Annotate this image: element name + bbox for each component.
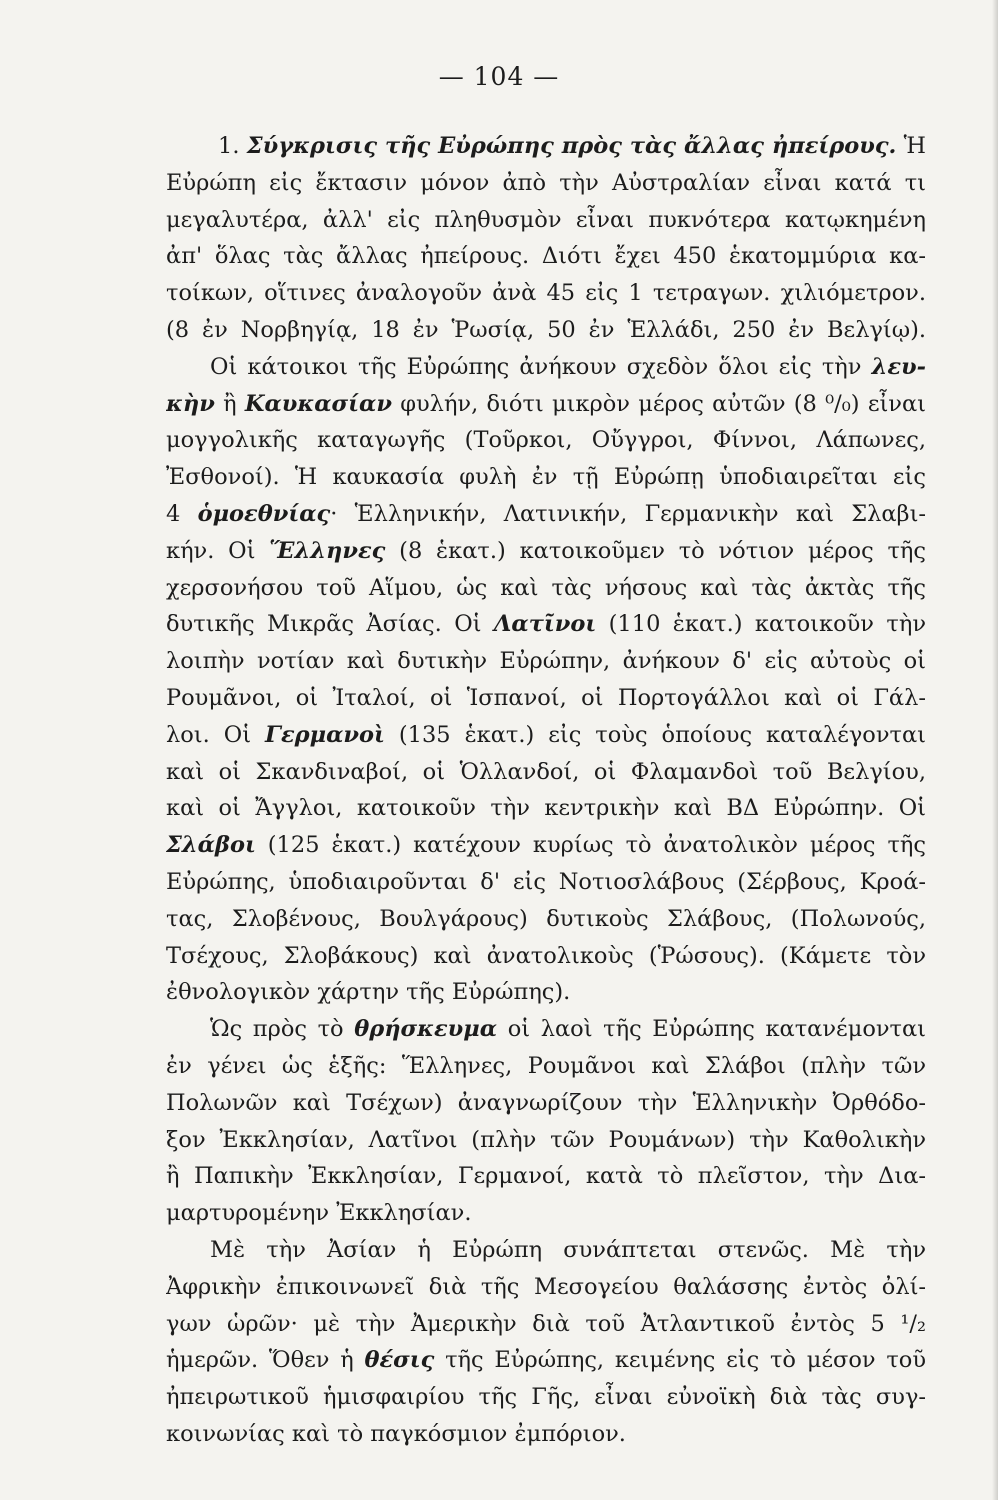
line-text: (125 ἑκατ.) κατέχουν κυρίως τὸ ἀνατολικὸν μέρος τῆς — [255, 832, 926, 859]
text-line: Ἀφρικὴν ἐπικοινωνεῖ διὰ τῆς Μεσογείου θαλάσσης ἐντὸς ὀλί- — [166, 1273, 926, 1300]
text-line — [166, 717, 926, 754]
text-line: χερσονήσου τοῦ Αἵμου, ὡς καὶ τὰς νήσους καὶ τὰς ἀκτὰς τῆς — [166, 574, 926, 601]
text-line: Ρουμᾶνοι, οἱ Ἰταλοί, οἱ Ἱσπανοί, οἱ Πορτογάλλοι καὶ οἱ Γάλ- — [166, 684, 926, 711]
text-line: μαρτυρομένην Ἐκκλησίαν. — [166, 1200, 472, 1227]
page-edge-shadow — [992, 0, 998, 1500]
line-text: · Ἑλληνικήν, Λατινικήν, Γερμανικὴν καὶ Σλαβι- — [330, 500, 926, 527]
text-line: μογγολικῆς καταγωγῆς (Τοῦρκοι, Οὔγγροι, Φίννοι, Λάπωνες, — [166, 427, 926, 454]
text-line: ἀπ' ὅλας τὰς ἄλλας ἠπείρους. Διότι ἔχει 450 ἑκατομμύρια κα- — [166, 243, 926, 270]
text-line — [166, 606, 926, 643]
emphasis-term: Λατῖνοι — [493, 611, 597, 638]
emphasis-term: Γερμανοὶ — [265, 721, 385, 748]
line-text: 1. — [218, 133, 247, 159]
line-text: λοι. Οἱ — [166, 721, 265, 748]
emphasis-term: ὁμοεθνίας — [197, 500, 331, 527]
line-text: φυλήν, διότι μικρὸν μέρος αὐτῶν (8 ⁰/₀) εἶναι — [391, 390, 926, 417]
emphasis-term: λευ- — [871, 353, 926, 380]
line-text: ἢ — [214, 390, 245, 417]
emphasis-term: θρήσκευμα — [354, 1016, 498, 1043]
line-text: δυτικῆς Μικρᾶς Ἀσίας. Οἱ — [166, 611, 494, 638]
page-number: — 104 — — [438, 62, 560, 91]
emphasis-term: Ἕλληνες — [269, 537, 386, 564]
emphasis-term: Σλάβοι — [166, 832, 256, 859]
text-line — [166, 349, 926, 386]
text-line — [166, 827, 926, 864]
text-line: Τσέχους, Σλοβάκους) καὶ ἀνατολικοὺς (Ῥώσους). (Κάμετε τὸν — [166, 942, 926, 969]
text-line: γων ὡρῶν· μὲ τὴν Ἀμερικὴν διὰ τοῦ Ἀτλαντικοῦ ἐντὸς 5 ¹/₂ — [166, 1310, 926, 1337]
text-line: Πολωνῶν καὶ Τσέχων) ἀναγνωρίζουν τὴν Ἑλληνικὴν Ὀρθόδο- — [166, 1089, 926, 1116]
text-line: ἠπειρωτικοῦ ἡμισφαιρίου τῆς Γῆς, εἶναι εὐνοϊκὴ διὰ τὰς συγ- — [166, 1384, 926, 1411]
line-text: ἡμερῶν. Ὅθεν ἡ — [166, 1347, 365, 1374]
text-line: ξον Ἐκκλησίαν, Λατῖνοι (πλὴν τῶν Ρουμάνων) τὴν Καθολικὴν — [166, 1126, 926, 1153]
text-line: ἐν γένει ὡς ἑξῆς: Ἕλληνες, Ρουμᾶνοι καὶ Σλάβοι (πλὴν τῶν — [166, 1052, 926, 1079]
emphasis-term: Καυκασίαν — [244, 390, 392, 417]
text-line: ἐθνολογικὸν χάρτην τῆς Εὐρώπης). — [166, 979, 571, 1006]
text-line: κοινωνίας καὶ τὸ παγκόσμιον ἐμπόριον. — [166, 1420, 626, 1447]
line-text: (135 ἑκατ.) εἰς τοὺς ὁποίους καταλέγονται — [384, 721, 926, 748]
text-line: ἢ Παπικὴν Ἐκκλησίαν, Γερμανοί, κατὰ τὸ πλεῖστον, τὴν Δια- — [166, 1163, 926, 1190]
line-text: (110 ἑκατ.) κατοικοῦν τὴν — [596, 611, 926, 638]
text-line: Εὐρώπης, ὑποδιαιροῦνται δ' εἰς Νοτιοσλάβους (Σέρβους, Κροά- — [166, 868, 926, 895]
text-line — [166, 533, 926, 570]
emphasis-term: θέσις — [364, 1347, 435, 1374]
line-text: (8 ἑκατ.) κατοικοῦμεν τὸ νότιον μέρος τῆς — [385, 537, 926, 564]
text-line: Εὐρώπη εἰς ἔκτασιν μόνον ἀπὸ τὴν Αὐστραλίαν εἶναι κατά τι — [166, 169, 926, 196]
text-line — [166, 386, 926, 423]
text-line — [166, 128, 926, 165]
text-line: καὶ οἱ Ἄγγλοι, κατοικοῦν τὴν κεντρικὴν καὶ ΒΔ Εὐρώπην. Οἱ — [166, 795, 926, 822]
line-text: 4 — [166, 500, 198, 527]
text-line: τας, Σλοβένους, Βουλγάρους) δυτικοὺς Σλάβους, (Πολωνούς, — [166, 905, 926, 932]
text-line: λοιπὴν νοτίαν καὶ δυτικὴν Εὐρώπην, ἀνήκουν δ' εἰς αὐτοὺς οἱ — [166, 648, 926, 675]
line-text: Ὡς πρὸς τὸ — [210, 1016, 355, 1043]
line-text: οἱ λαοὶ τῆς Εὐρώπης κατανέμονται — [497, 1016, 926, 1043]
line-text: κήν. Οἱ — [166, 537, 270, 564]
section-heading: Σύγκρισις τῆς Εὐρώπης πρὸς τὰς ἄλλας ἠπείρους. — [246, 133, 897, 159]
text-line — [166, 1342, 926, 1379]
text-line — [166, 496, 926, 533]
text-line: μεγαλυτέρα, ἀλλ' εἰς πληθυσμὸν εἶναι πυκνότερα κατῳκημένη — [166, 206, 926, 233]
line-text: τῆς Εὐρώπης, κειμένης εἰς τὸ μέσον τοῦ — [434, 1347, 926, 1374]
text-line: Μὲ τὴν Ἀσίαν ἡ Εὐρώπη συνάπτεται στενῶς. Μὲ τὴν — [210, 1236, 926, 1263]
text-line — [166, 1011, 926, 1048]
line-text: Ἡ — [896, 133, 926, 159]
text-line: Ἐσθονοί). Ἡ καυκασία φυλὴ ἐν τῇ Εὐρώπῃ ὑποδιαιρεῖται εἰς — [166, 464, 926, 491]
emphasis-term: κὴν — [166, 390, 215, 417]
line-text: Οἱ κάτοικοι τῆς Εὐρώπης ἀνήκουν σχεδὸν ὅλοι εἰς τὴν — [210, 353, 872, 380]
text-line: καὶ οἱ Σκανδιναβοί, οἱ Ὁλλανδοί, οἱ Φλαμανδοὶ τοῦ Βελγίου, — [166, 758, 926, 785]
text-line: τοίκων, οἵτινες ἀναλογοῦν ἀνὰ 45 εἰς 1 τετραγων. χιλιόμετρον. — [166, 280, 926, 307]
body-text — [166, 128, 926, 1453]
text-line: (8 ἐν Νορβηγίᾳ, 18 ἐν Ῥωσίᾳ, 50 ἐν Ἑλλάδι, 250 ἐν Βελγίῳ). — [166, 316, 926, 343]
